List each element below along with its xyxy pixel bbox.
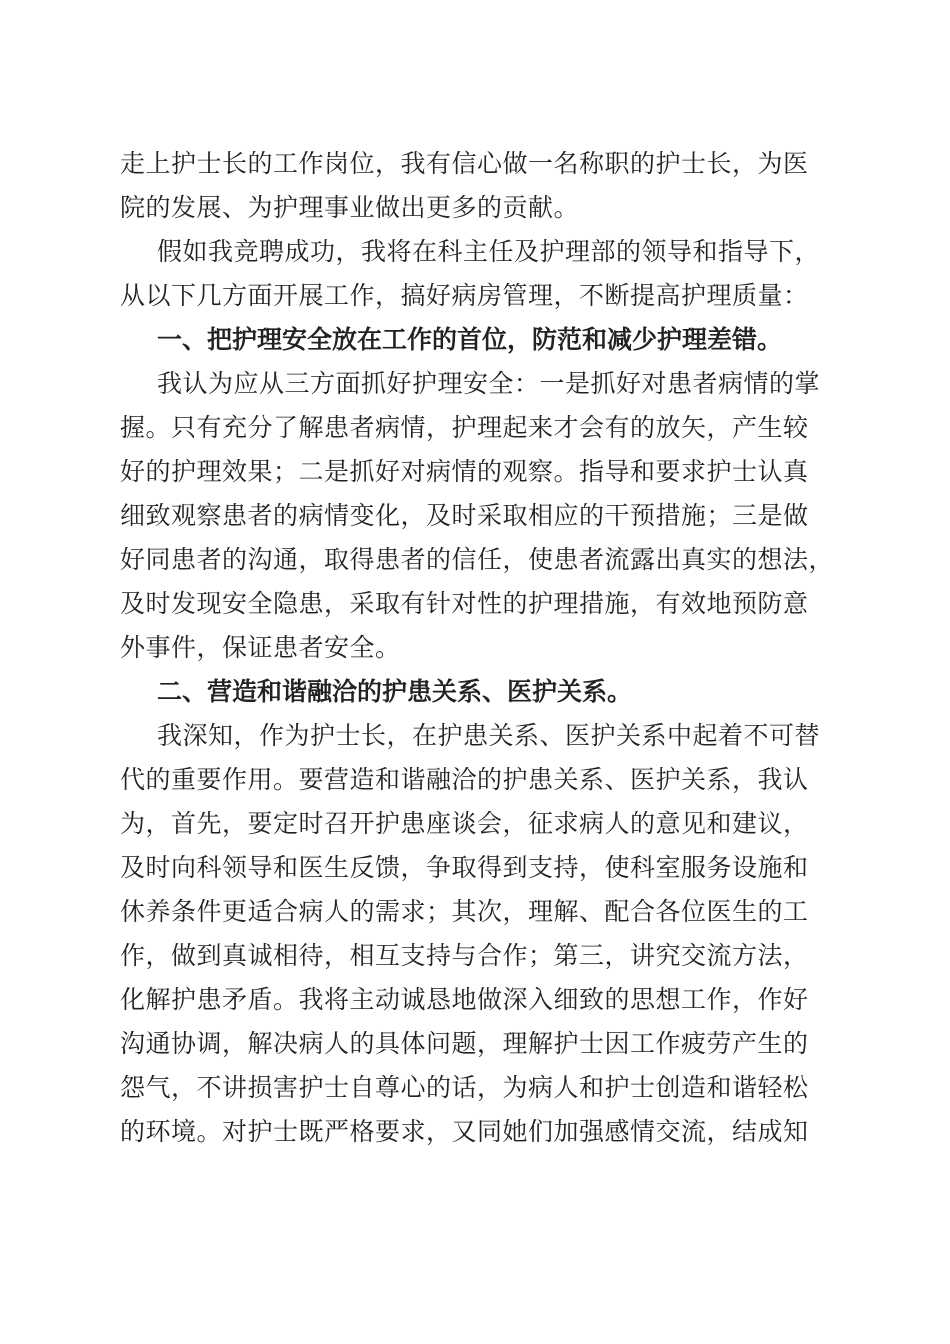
text-line: 及时向科领导和医生反馈，争取得到支持，使科室服务设施和	[120, 853, 809, 882]
text-line: 从以下几方面开展工作，搞好病房管理，不断提高护理质量：	[120, 281, 809, 310]
section-heading-1: 一、把护理安全放在工作的首位，防范和减少护理差错。	[157, 325, 783, 354]
paragraph-continuation	[120, 142, 832, 230]
paragraph-safety	[120, 362, 835, 670]
document-body	[120, 142, 835, 1154]
paragraph-intro	[120, 230, 832, 318]
text-line: 及时发现安全隐患，采取有针对性的护理措施，有效地预防意	[120, 589, 809, 618]
text-line: 沟通协调，解决病人的具体问题，理解护士因工作疲劳产生的	[120, 1029, 809, 1058]
text-line: 走上护士长的工作岗位，我有信心做一名称职的护士长，为医	[120, 149, 809, 178]
text-line: 的环境。对护士既严格要求，又同她们加强感情交流，结成知	[120, 1117, 809, 1146]
text-line: 作，做到真诚相待，相互支持与合作；第三，讲究交流方法，	[120, 941, 809, 970]
section-heading-2: 二、营造和谐融洽的护患关系、医护关系。	[157, 677, 633, 706]
text-line: 代的重要作用。要营造和谐融洽的护患关系、医护关系，我认	[120, 765, 809, 794]
text-line: 我认为应从三方面抓好护理安全：一是抓好对患者病情的掌	[157, 369, 821, 398]
text-line: 假如我竞聘成功，我将在科主任及护理部的领导和指导下，	[157, 237, 821, 266]
text-line: 握。只有充分了解患者病情，护理起来才会有的放矢，产生较	[120, 413, 809, 442]
paragraph-relations	[120, 714, 832, 1154]
text-line: 外事件，保证患者安全。	[120, 633, 401, 662]
text-line: 为，首先，要定时召开护患座谈会，征求病人的意见和建议，	[120, 809, 809, 838]
text-line: 怨气，不讲损害护士自尊心的话，为病人和护士创造和谐轻松	[120, 1073, 809, 1102]
text-line: 细致观察患者的病情变化，及时采取相应的干预措施；三是做	[120, 501, 809, 530]
text-line: 休养条件更适合病人的需求；其次，理解、配合各位医生的工	[120, 897, 809, 926]
text-line: 好同患者的沟通，取得患者的信任，使患者流露出真实的想法，	[120, 545, 835, 574]
text-line: 院的发展、为护理事业做出更多的贡献。	[120, 193, 580, 222]
text-line: 化解护患矛盾。我将主动诚恳地做深入细致的思想工作，作好	[120, 985, 809, 1014]
text-line: 我深知，作为护士长，在护患关系、医护关系中起着不可替	[157, 721, 821, 750]
text-line: 好的护理效果；二是抓好对病情的观察。指导和要求护士认真	[120, 457, 809, 486]
